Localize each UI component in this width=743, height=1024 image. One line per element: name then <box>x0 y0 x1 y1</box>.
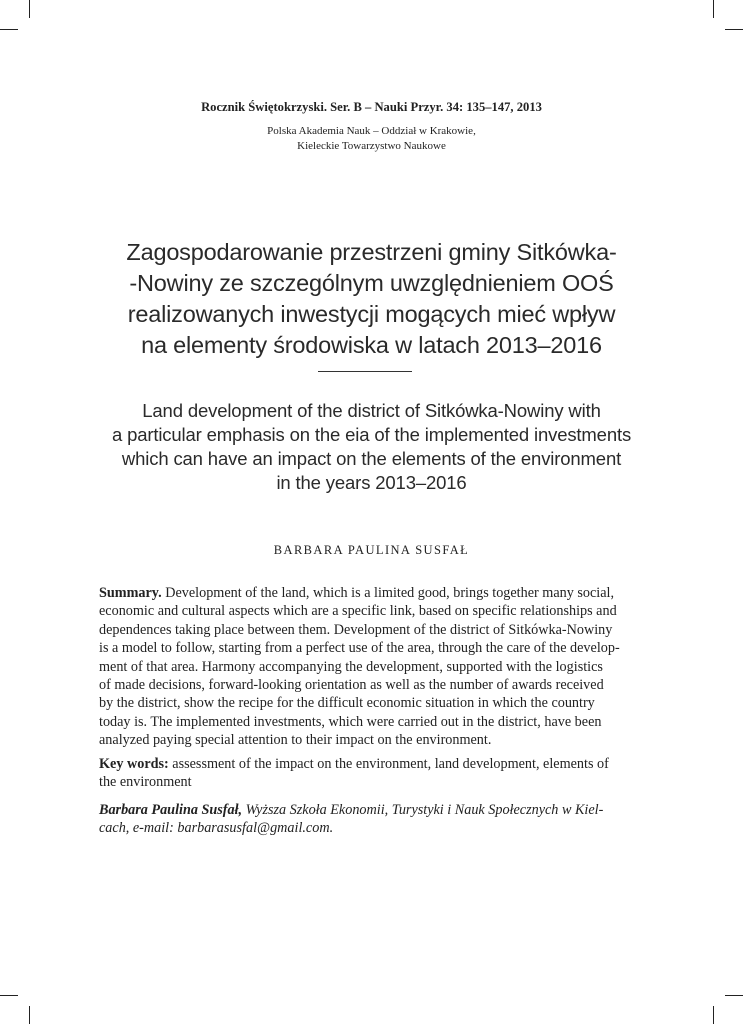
crop-mark-top-left-vertical <box>29 0 30 18</box>
affiliation-text: Wyższa Szkoła Ekonomii, Turystyki i Nauk Społecznych w Kiel- <box>242 802 604 818</box>
crop-mark-top-right-vertical <box>713 0 714 18</box>
title-polish-line: na elementy środowiska w latach 2013–2016 <box>141 332 602 358</box>
title-divider <box>318 371 412 372</box>
keywords-line <box>99 755 635 773</box>
crop-mark-bottom-left-horizontal <box>0 995 18 996</box>
affiliation-line <box>99 801 635 819</box>
author-affiliation <box>99 801 635 838</box>
title-english-line: which can have an impact on the elements of the environment <box>121 448 622 469</box>
summary-paragraph <box>99 584 635 750</box>
journal-citation: Rocznik Świętokrzyski. Ser. B – Nauki Przyr. 34: 135–147, 2013 <box>201 100 542 114</box>
keywords-paragraph <box>99 755 635 792</box>
title-english-line: Land development of the district of Sitkówka-Nowiny with <box>142 400 601 421</box>
title-english <box>60 399 683 495</box>
crop-mark-bottom-left-vertical <box>29 1006 30 1024</box>
summary-line: of made decisions, forward-looking orientation as well as the number of awards received <box>99 677 604 694</box>
summary-line: is a model to follow, starting from a perfect use of the area, through the care of the develop- <box>99 640 620 657</box>
affiliation-line: cach, e-mail: barbarasusfal@gmail.com. <box>99 820 334 837</box>
summary-line: analyzed paying special attention to their impact on the environment. <box>99 732 492 749</box>
title-polish <box>60 237 683 361</box>
keywords-label: Key words: <box>99 756 169 772</box>
summary-text: Development of the land, which is a limited good, brings together many social, <box>161 585 614 601</box>
author-name: BARBARA PAULINA SUSFAŁ <box>273 543 470 557</box>
summary-line: today is. The implemented investments, which were carried out in the district, have been <box>99 713 602 730</box>
keywords-line: the environment <box>99 774 192 791</box>
crop-mark-bottom-right-horizontal <box>725 995 743 996</box>
affiliation-author-name: Barbara Paulina Susfał, <box>99 802 243 818</box>
summary-line: economic and cultural aspects which are a specific link, based on specific relationships and <box>99 603 617 620</box>
publisher-line: Kieleckie Towarzystwo Naukowe <box>297 140 446 152</box>
crop-mark-top-left-horizontal <box>0 29 18 30</box>
keywords-text: assessment of the impact on the environment, land development, elements of <box>168 756 609 772</box>
title-polish-line: -Nowiny ze szczególnym uwzględnieniem OOŚ <box>129 270 614 296</box>
summary-line: dependences taking place between them. Development of the district of Sitkówka-Nowiny <box>99 621 613 638</box>
summary-line: ment of that area. Harmony accompanying the development, supported with the logistics <box>99 658 603 675</box>
title-english-line: in the years 2013–2016 <box>276 472 467 493</box>
summary-line: by the district, show the recipe for the difficult economic situation in which the country <box>99 695 595 712</box>
title-polish-line: realizowanych inwestycji mogących mieć wpływ <box>127 301 616 327</box>
title-polish-line: Zagospodarowanie przestrzeni gminy Sitkówka- <box>126 239 617 265</box>
crop-mark-bottom-right-vertical <box>713 1006 714 1024</box>
publisher-info <box>0 124 743 154</box>
summary-line <box>99 584 635 602</box>
summary-label: Summary. <box>99 585 162 601</box>
title-english-line: a particular emphasis on the eia of the implemented investments <box>111 424 632 445</box>
crop-mark-top-right-horizontal <box>725 29 743 30</box>
publisher-line: Polska Akademia Nauk – Oddział w Krakowie, <box>267 125 476 137</box>
